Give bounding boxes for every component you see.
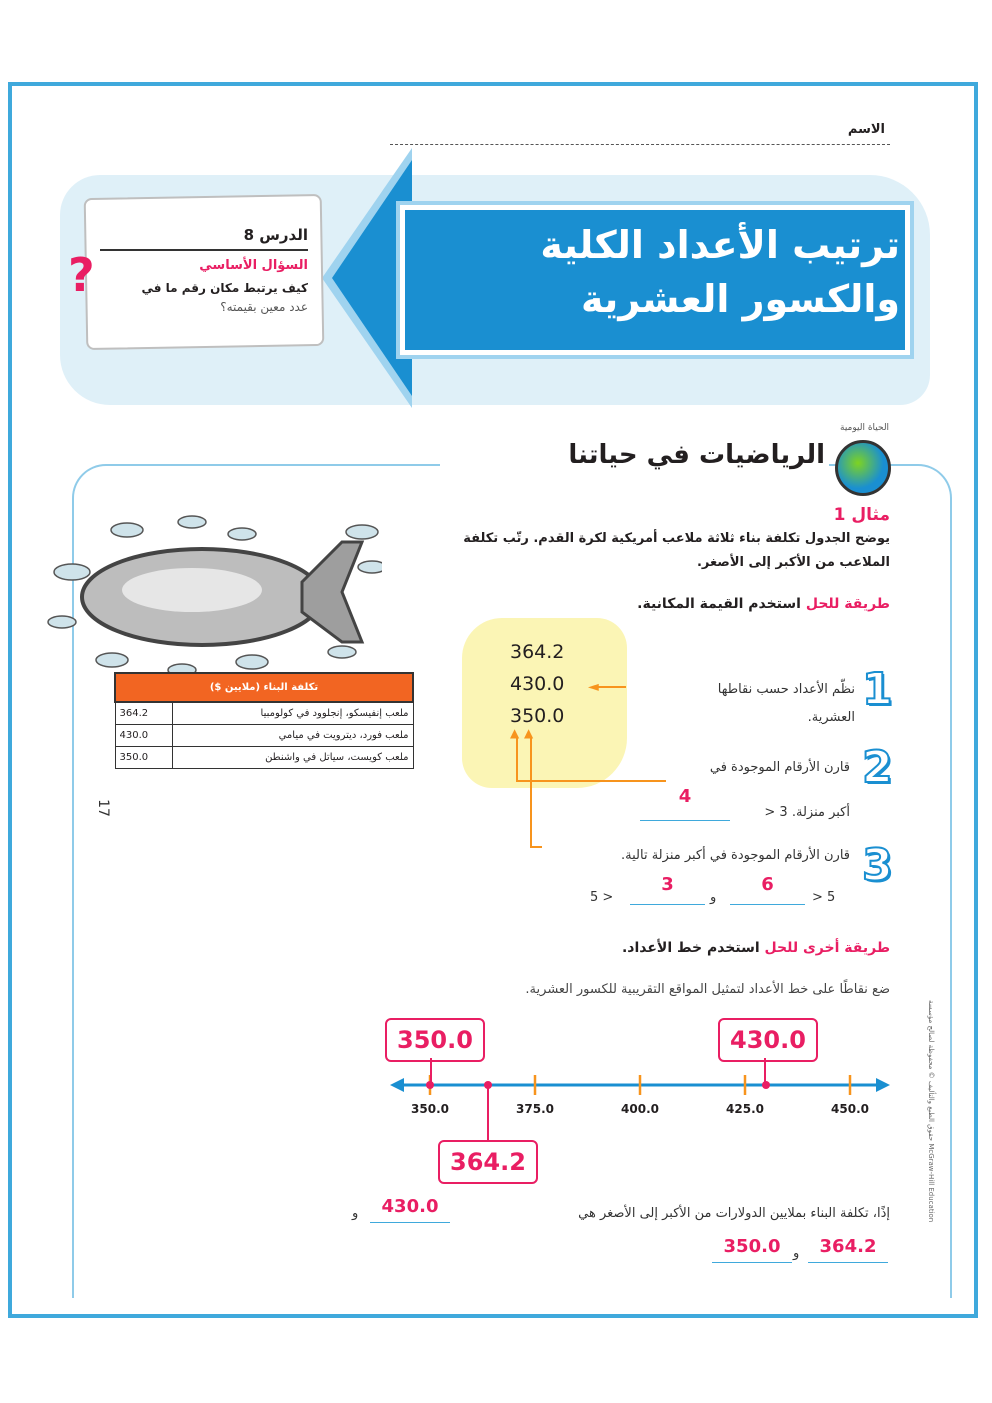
real-world-title: الرياضيات في حياتنا — [440, 440, 829, 470]
essential-question-label: السؤال الأساسي — [199, 258, 308, 273]
number-350-0: 350.0 — [510, 705, 565, 727]
conclusion-conj1: و — [352, 1206, 359, 1221]
step-3-answer2: 3 — [661, 874, 674, 895]
table-row — [115, 702, 413, 725]
callout-350: 350.0 — [385, 1018, 485, 1062]
globe-icon — [835, 440, 891, 496]
conclusion-answer1-blank[interactable] — [370, 1222, 450, 1223]
essential-question-line2: عدد معين بقيمته؟ — [220, 300, 308, 314]
cost-table — [114, 672, 414, 769]
example-text-line1: يوضح الجدول تكلفة بناء ثلاثة ملاعب أمريكية لكرة القدم. رتّب تكلفة — [463, 531, 890, 546]
conclusion-answer3-blank[interactable] — [712, 1262, 792, 1263]
lesson-title — [410, 218, 900, 326]
method2-text: استخدم خط الأعداد. — [621, 940, 760, 956]
method1 — [420, 596, 890, 612]
conclusion-answer3: 350.0 — [723, 1236, 781, 1257]
table-cell-value: 350.0 — [115, 747, 172, 769]
step-2-number: 2 — [862, 742, 893, 793]
step1-connector — [596, 686, 626, 688]
table-cell-value: 430.0 — [115, 725, 172, 747]
table-cell-name: ملعب كويست، سياتل في واشنطن — [172, 747, 413, 769]
lesson-title-line2: والكسور العشرية — [581, 277, 900, 321]
callout-350-pointer — [430, 1058, 432, 1084]
step-2-answer: 4 — [678, 786, 692, 807]
step3-arrow-icon: ▲ — [524, 726, 534, 740]
conclusion-answer2-blank[interactable] — [808, 1262, 888, 1263]
step3-connector-v — [530, 736, 532, 848]
conclusion-sentence: إذًا، تكلفة البناء بملايين الدولارات من الأكبر إلى الأصغر هي — [578, 1206, 890, 1221]
copyright: حقوق الطبع والتأليف © محفوظة لصالح مؤسسة McGraw-Hill Education — [927, 1000, 935, 1223]
name-label: الاسم — [847, 122, 885, 137]
step2-connector-v — [516, 736, 518, 782]
method2-instruction: ضع نقاطًا على خط الأعداد لتمثيل المواقع التقريبية للكسور العشرية. — [525, 982, 890, 997]
step-3-answer1: 6 — [761, 874, 774, 895]
step-3-number: 3 — [862, 840, 893, 891]
table-cell-value: 364.2 — [115, 702, 172, 725]
name-line[interactable] — [390, 144, 890, 145]
step-1-number: 1 — [862, 664, 893, 715]
callout-364-2-pointer — [487, 1086, 489, 1140]
cost-table-header: تكلفة البناء (ملايين $) — [115, 673, 413, 702]
table-cell-name: ملعب إنفيسكو، إنجلوود في كولومبيا — [172, 702, 413, 725]
number-line-right-arrow-icon — [876, 1078, 890, 1092]
table-row — [115, 725, 413, 747]
step-3-answer1-blank[interactable] — [730, 904, 805, 905]
real-world-badge: الحياة اليومية — [840, 423, 890, 433]
tick-label-350: 350.0 — [411, 1102, 449, 1116]
essential-question — [100, 279, 308, 317]
step-3-prefix: 5 > — [590, 890, 614, 905]
number-364-2: 364.2 — [510, 641, 565, 663]
step-3-mid: و — [710, 890, 717, 905]
step2-arrow-icon: ▲ — [510, 726, 520, 740]
method2 — [420, 940, 890, 956]
method1-text: استخدم القيمة المكانية. — [637, 596, 801, 612]
callout-364-2: 364.2 — [438, 1140, 538, 1184]
tick-label-450: 450.0 — [831, 1102, 869, 1116]
table-cell-name: ملعب فورد، ديترويت في ميامي — [172, 725, 413, 747]
example-label: مثال 1 — [833, 505, 890, 525]
lesson-number: الدرس 8 — [243, 226, 308, 244]
step-3-suffix: > 5 — [812, 890, 836, 905]
tick-label-400: 400.0 — [621, 1102, 659, 1116]
callout-430-pointer — [764, 1058, 766, 1084]
step-2-answer-blank[interactable] — [640, 820, 730, 821]
step-1-text — [640, 676, 855, 732]
essential-question-line1: كيف يرتبط مكان رقم ما في — [141, 281, 308, 295]
tick-label-375: 375.0 — [516, 1102, 554, 1116]
number-line-left-arrow-icon — [390, 1078, 404, 1092]
step-3-line1: قارن الأرقام الموجودة في أكبر منزلة تالية. — [621, 848, 850, 863]
step-3-answer2-blank[interactable] — [630, 904, 705, 905]
method1-label: طريقة للحل — [805, 596, 890, 612]
example-text-line2: الملاعب من الأكبر إلى الأصغر. — [696, 555, 890, 570]
method2-label: طريقة أخرى للحل — [764, 940, 890, 956]
step-1-line1: نظّم الأعداد حسب نقاطها — [717, 682, 855, 697]
step-2-line2: أكبر منزلة. 3 < — [764, 805, 850, 820]
step-2-line1: قارن الأرقام الموجودة في — [709, 760, 850, 775]
step1-arrow-icon: ◄ — [588, 679, 599, 695]
question-mark-icon: ? — [68, 248, 95, 302]
number-430-0: 430.0 — [510, 673, 565, 695]
conclusion-answer2: 364.2 — [819, 1236, 877, 1257]
blimp-illustration — [42, 512, 382, 682]
step-1-line2: العشرية. — [807, 710, 855, 725]
lesson-title-line1: ترتيب الأعداد الكلية — [540, 223, 900, 267]
tick-label-425: 425.0 — [726, 1102, 764, 1116]
side-page-mark: 17 — [94, 799, 111, 817]
conclusion-conj2: و — [793, 1246, 800, 1261]
example-text — [420, 527, 890, 575]
cost-table-header-row — [115, 673, 413, 702]
conclusion-answer1: 430.0 — [381, 1196, 439, 1217]
callout-430: 430.0 — [718, 1018, 818, 1062]
step2-connector-h — [516, 780, 666, 782]
table-row — [115, 747, 413, 769]
card-divider — [100, 249, 308, 251]
